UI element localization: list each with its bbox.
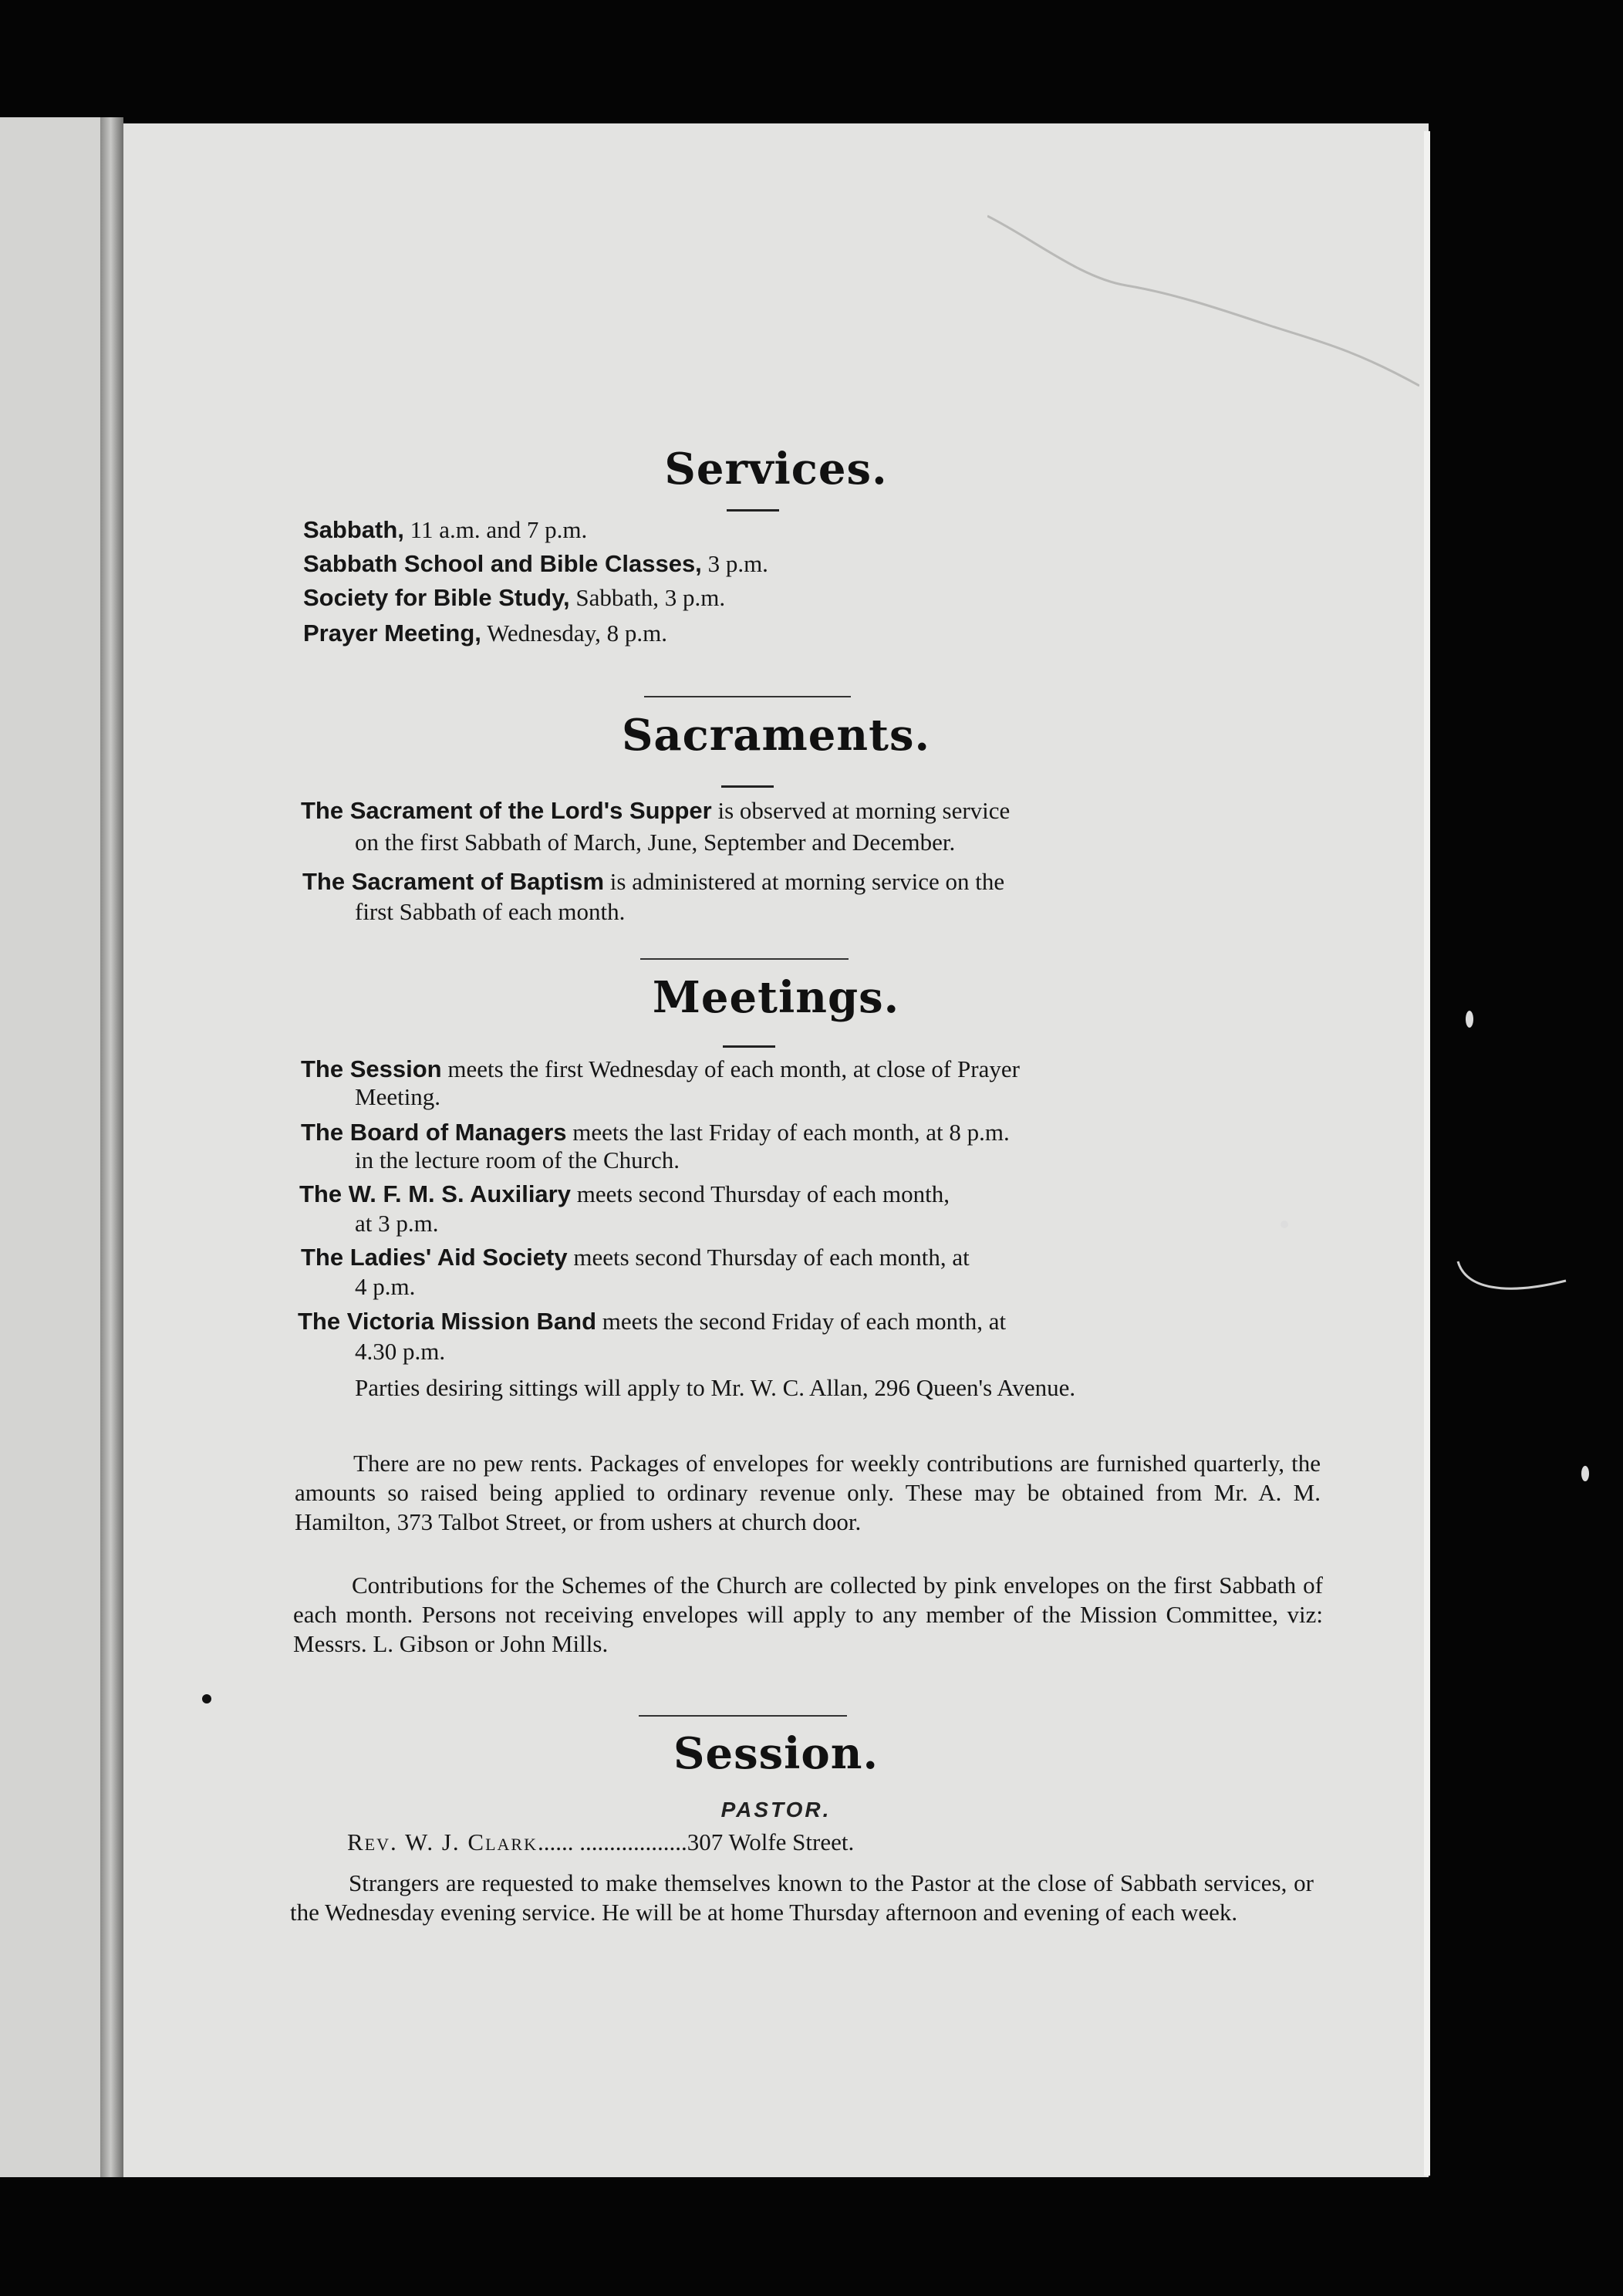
section-divider bbox=[640, 958, 849, 960]
service-item: Prayer Meeting, Wednesday, 8 p.m. bbox=[303, 620, 668, 647]
meeting-item: The Ladies' Aid Society meets second Thursday of each month, at bbox=[301, 1244, 970, 1271]
facing-page bbox=[0, 117, 116, 2177]
service-item: Society for Bible Study, Sabbath, 3 p.m. bbox=[303, 584, 726, 611]
pastor-entry bbox=[347, 1828, 854, 1856]
sacraments-heading: Sacraments. bbox=[621, 710, 931, 761]
meeting-item: The W. F. M. S. Auxiliary meets second Thursday of each month, bbox=[299, 1180, 950, 1207]
sacrament-item: The Sacrament of the Lord's Supper is observed at morning service bbox=[301, 797, 1011, 824]
meeting-item: The Victoria Mission Band meets the second Friday of each month, at bbox=[298, 1308, 1007, 1335]
meeting-item: The Board of Managers meets the last Friday of each month, at 8 p.m. bbox=[301, 1119, 1010, 1146]
meeting-item-cont: in the lecture room of the Church. bbox=[355, 1146, 680, 1173]
section-divider bbox=[639, 1715, 847, 1717]
contributions-paragraph: Contributions for the Schemes of the Church are collected by pink envelopes on the first Sabbath of each month. Persons not receiving envelopes will apply to any member of the Mission Committee, viz: Messrs. L. Gibson or John Mills. bbox=[293, 1572, 1323, 1657]
meeting-item-cont: 4 p.m. bbox=[355, 1273, 416, 1300]
meetings-heading: Meetings. bbox=[652, 972, 900, 1023]
leader-dots: ...... .................. bbox=[538, 1828, 687, 1855]
section-divider bbox=[644, 696, 851, 697]
book-spine bbox=[100, 117, 123, 2177]
scan-hair bbox=[1450, 1258, 1574, 1312]
sacrament-item-cont: on the first Sabbath of March, June, September and December. bbox=[355, 829, 956, 856]
pastor-name: Rev. W. J. Clark bbox=[347, 1828, 538, 1855]
meetings-rule bbox=[723, 1045, 775, 1048]
scan-speck bbox=[1466, 1011, 1473, 1028]
sacraments-rule bbox=[721, 785, 774, 788]
meeting-item-cont: at 3 p.m. bbox=[355, 1210, 439, 1237]
meeting-item-cont: 4.30 p.m. bbox=[355, 1338, 446, 1365]
meeting-item-cont: Meeting. bbox=[355, 1083, 441, 1110]
page-content bbox=[123, 123, 1429, 2177]
pastor-address: 307 Wolfe Street. bbox=[687, 1828, 855, 1855]
service-item: Sabbath, 11 a.m. and 7 p.m. bbox=[303, 516, 588, 543]
service-item: Sabbath School and Bible Classes, 3 p.m. bbox=[303, 550, 768, 577]
sacrament-item-cont: first Sabbath of each month. bbox=[355, 898, 626, 925]
pastor-label: PASTOR. bbox=[720, 1798, 832, 1822]
session-heading: Session. bbox=[673, 1728, 879, 1779]
scan-speck bbox=[1581, 1466, 1589, 1481]
meeting-item: The Session meets the first Wednesday of each month, at close of Prayer bbox=[301, 1055, 1020, 1082]
strangers-paragraph: Strangers are requested to make themselves known to the Pastor at the close of Sabbath services, or the Wednesday evening service. He will be at home Thursday afternoon and evening of each week. bbox=[290, 1869, 1314, 1926]
pew-rents-paragraph: There are no pew rents. Packages of envelopes for weekly contributions are furnished quarterly, the amounts so raised being applied to ordinary revenue only. These may be obtained from Mr. A. M. Hamilton, 373 Talbot Street, or from ushers at church door. bbox=[295, 1450, 1321, 1535]
sacrament-item: The Sacrament of Baptism is administered at morning service on the bbox=[302, 868, 1005, 895]
services-rule bbox=[727, 509, 779, 512]
services-heading: Services. bbox=[664, 444, 888, 495]
sittings-paragraph: Parties desiring sittings will apply to Mr. W. C. Allan, 296 Queen's Avenue. bbox=[355, 1374, 1076, 1401]
